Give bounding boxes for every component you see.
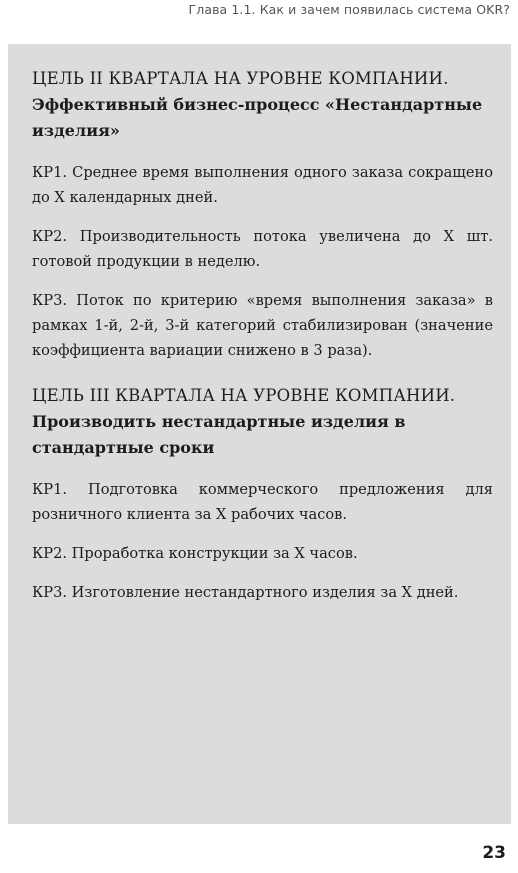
okr-example-box — [8, 44, 511, 824]
running-header: Глава 1.1. Как и зачем появилась система OKR? — [188, 2, 510, 17]
goal-title: ЦЕЛЬ III КВАРТАЛА НА УРОВНЕ КОМПАНИИ. — [32, 386, 456, 405]
key-result-item: КР2. Производительность потока увеличена до X шт. готовой продукции в неделю. — [32, 228, 493, 270]
goal-heading — [32, 383, 493, 461]
goal-subtitle: Производить нестандартные изделия в стандартные сроки — [32, 412, 406, 457]
goal-subtitle: Эффективный бизнес-процесс «Нестандартные изделия» — [32, 95, 483, 140]
key-results-list — [32, 160, 493, 363]
key-result-item: КР1. Среднее время выполнения одного заказа сокращено до X календарных дней. — [32, 164, 493, 206]
goal-section-q3 — [32, 383, 493, 605]
key-results-list — [32, 477, 493, 605]
key-result-item: КР2. Проработка конструкции за X часов. — [32, 545, 358, 562]
goal-section-q2 — [32, 66, 493, 363]
key-result-item: КР1. Подготовка коммерческого предложения для розничного клиента за X рабочих часов. — [32, 481, 493, 523]
goal-title: ЦЕЛЬ II КВАРТАЛА НА УРОВНЕ КОМПАНИИ. — [32, 69, 449, 88]
key-result-item: КР3. Поток по критерию «время выполнения заказа» в рамках 1-й, 2-й, 3-й категорий стабилизирован (значение коэффициента вариации снижено в 3 раза). — [32, 292, 493, 359]
page-number: 23 — [482, 843, 506, 863]
key-result-item: КР3. Изготовление нестандартного изделия за X дней. — [32, 584, 459, 601]
goal-heading — [32, 66, 493, 144]
